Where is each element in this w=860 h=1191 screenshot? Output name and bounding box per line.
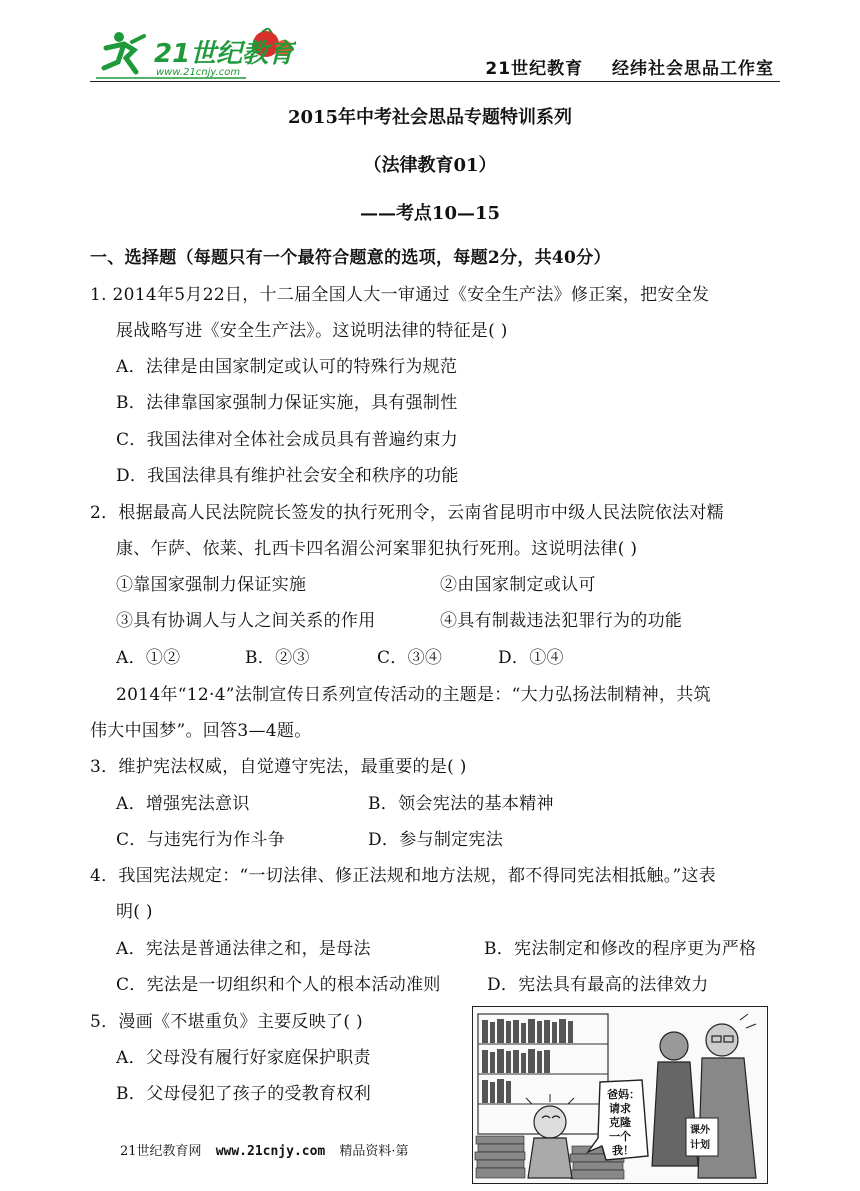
footer-site: 21世纪教育网 — [120, 1144, 202, 1159]
plan-sign — [686, 1118, 718, 1156]
q2-statement-2: ②由国家制定或认可 — [440, 575, 596, 595]
bubble-line-1: 爸妈： — [607, 1088, 640, 1101]
cartoon-image — [472, 1006, 768, 1184]
q4-stem-line1: 4．我国宪法规定：“一切法律、修正法规和地方法规，都不得同宪法相抵触。”这表 — [90, 866, 717, 886]
q4-stem-line2: 明( ) — [116, 902, 153, 922]
q2-stem-line1: 2．根据最高人民法院院长签发的执行死刑令，云南省昆明市中级人民法院依法对糯 — [90, 503, 724, 523]
q1-option-d: D．我国法律具有维护社会安全和秩序的功能 — [116, 466, 459, 486]
bubble-line-2: 请求 — [609, 1102, 631, 1115]
intro-line2: 伟大中国梦”。回答3—4题。 — [90, 721, 312, 741]
q3-option-c: C．与违宪行为作斗争 — [116, 830, 286, 850]
site-logo — [96, 28, 296, 80]
q3-option-d: D．参与制定宪法 — [368, 830, 504, 850]
page-header — [90, 28, 780, 86]
q4-option-d: D．宪法具有最高的法律效力 — [487, 975, 709, 995]
q3-stem: 3．维护宪法权威，自觉遵守宪法，最重要的是( ) — [90, 757, 467, 777]
q2-statement-3: ③具有协调人与人之间关系的作用 — [116, 611, 376, 631]
page-footer — [120, 1140, 409, 1159]
q1-option-c: C．我国法律对全体社会成员具有普遍约束力 — [116, 430, 459, 450]
header-org: 21世纪教育 — [485, 59, 584, 79]
sign-line-1: 课外 — [690, 1125, 710, 1136]
logo-url: www.21cnjy.com — [156, 67, 241, 78]
sign-line-2: 计划 — [690, 1140, 710, 1151]
q4-option-c: C．宪法是一切组织和个人的根本活动准则 — [116, 975, 441, 995]
bubble-line-3: 克隆 — [609, 1116, 631, 1129]
child-figure — [528, 1106, 572, 1178]
footer-tail: 精品资料·第 — [339, 1144, 409, 1159]
section-heading: 一、选择题（每题只有一个最符合题意的选项，每题2分，共40分） — [90, 248, 611, 268]
q5-option-a: A．父母没有履行好家庭保护职责 — [116, 1048, 371, 1068]
q1-stem-line2: 展战略写进《安全生产法》。这说明法律的特征是( ) — [116, 321, 508, 341]
bubble-line-4: 一个 — [609, 1130, 631, 1143]
page-title: 2015年中考社会思品专题特训系列 — [287, 107, 573, 128]
page-subtitle: （法律教育01） — [363, 155, 497, 176]
q2-option-b: B．②③ — [245, 648, 310, 668]
q3-option-a: A．增强宪法意识 — [116, 794, 250, 814]
q1-option-b: B．法律靠国家强制力保证实施，具有强制性 — [116, 393, 458, 413]
q2-option-a: A．①② — [116, 648, 181, 668]
q2-option-d: D．①④ — [498, 648, 564, 668]
q1-stem-line1: 1. 2014年5月22日，十二届全国人大一审通过《安全生产法》修正案，把安全发 — [90, 285, 710, 305]
q2-option-c: C．③④ — [377, 648, 443, 668]
q4-option-b: B．宪法制定和修改的程序更为严格 — [484, 939, 757, 959]
q4-option-a: A．宪法是普通法律之和，是母法 — [116, 939, 371, 959]
q1-option-a: A．法律是由国家制定或认可的特殊行为规范 — [116, 357, 458, 377]
q2-statement-1: ①靠国家强制力保证实施 — [116, 575, 307, 595]
header-studio: 经纬社会思品工作室 — [612, 59, 774, 79]
logo-text: 21世纪教育 — [154, 39, 295, 69]
header-divider — [90, 81, 780, 82]
q5-option-b: B．父母侵犯了孩子的受教育权利 — [116, 1084, 371, 1104]
header-right — [463, 54, 774, 79]
footer-url[interactable]: www.21cnjy.com — [215, 1144, 326, 1159]
intro-line1: 2014年“12·4”法制宣传日系列宣传活动的主题是：“大力弘扬法制精神，共筑 — [116, 685, 711, 705]
q2-statement-4: ④具有制裁违法犯罪行为的功能 — [440, 611, 683, 631]
q5-stem: 5．漫画《不堪重负》主要反映了( ) — [90, 1012, 363, 1032]
bubble-line-5: 我！ — [612, 1144, 634, 1157]
q3-option-b: B．领会宪法的基本精神 — [368, 794, 554, 814]
q2-stem-line2: 康、乍萨、依莱、扎西卡四名湄公河案罪犯执行死刑。这说明法律( ) — [116, 539, 638, 559]
page-topic: ——考点10—15 — [359, 203, 501, 224]
